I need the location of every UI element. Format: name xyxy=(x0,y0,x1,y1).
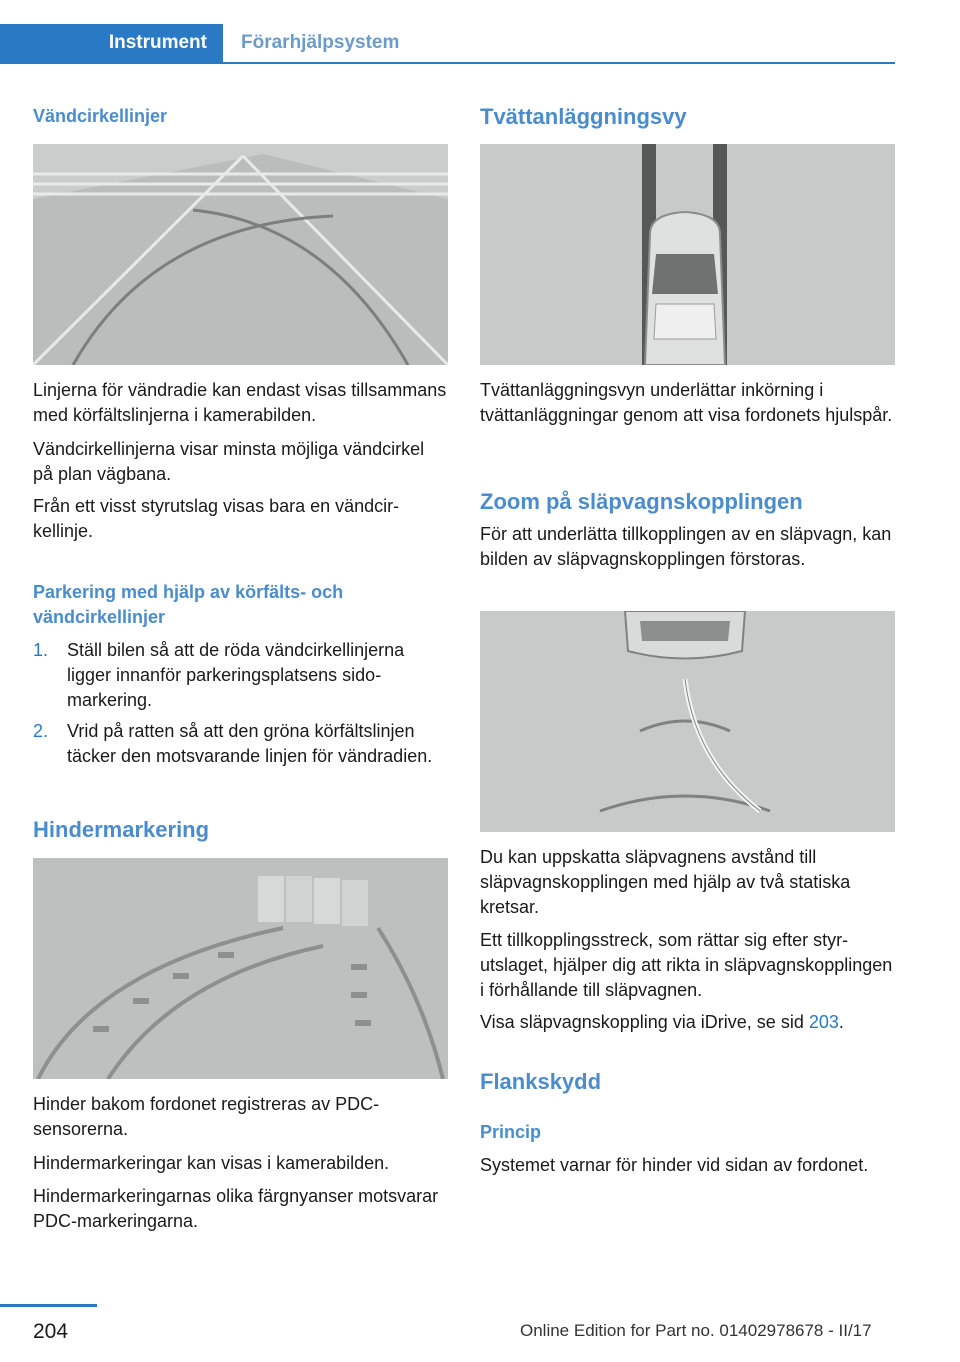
paragraph-minimum-turning: Vändcirkellinjerna visar minsta möjliga vändcirkel på plan vägbana. xyxy=(33,439,425,484)
list-item xyxy=(33,719,448,794)
text-show-via-idrive: Visa släpvagnskoppling via iDrive, se sid xyxy=(480,1012,809,1032)
paragraph-hitch-line: Ett tillkopplingsstreck, som rättar sig efter styrutslaget, hjälper dig att rikta in släpvagnskopplingen i förhållande till släpvagnen. xyxy=(480,930,893,1000)
heading-flankskydd: Flankskydd xyxy=(480,1069,602,1094)
paragraph-one-line: Från ett visst styrutslag visas bara en vändcirkellinje. xyxy=(33,496,400,541)
paragraph-zoom-intro: För att underlätta tillkopplingen av en släpvagn, kan bilden av släpvagnskopplingen förstoras. xyxy=(480,524,892,569)
paragraph-car-wash: Tvättanläggningsvyn underlättar inkörning i tvättanläggningar genom att visa fordonets hjulspår. xyxy=(480,380,893,425)
header-tab-bar xyxy=(0,24,895,64)
list-item xyxy=(33,638,448,713)
image-obstacle-marking xyxy=(33,858,448,1079)
heading-hindermarkering: Hindermarkering xyxy=(33,817,210,842)
heading-parking-with-lines: Parkering med hjälp av körfälts- och vändcirkellinjer xyxy=(33,582,344,627)
list-text: Ställ bilen så att de röda vändcirkellinjerna ligger innanför parkeringsplatsens sidomarkering. xyxy=(67,640,405,710)
paragraph-color-shades: Hindermarkeringarnas olika färgnyanser motsvarar PDC-markeringarna. xyxy=(33,1186,439,1231)
edition-footer: Online Edition for Part no. 01402978678 - II/17 xyxy=(520,1321,872,1340)
list-text: Vrid på ratten så att den gröna körfältslinjen täcker den motsvarande linjen för vändradien. xyxy=(67,721,433,766)
paragraph-show-via-idrive xyxy=(480,1010,895,1035)
page-number-bar xyxy=(0,1304,97,1307)
heading-princip: Princip xyxy=(480,1122,542,1142)
page-number: 204 xyxy=(33,1320,69,1343)
paragraph-flank-warning: Systemet varnar för hinder vid sidan av fordonet. xyxy=(480,1155,869,1175)
heading-tvattanlaggningsvy: Tvättanläggningsvy xyxy=(480,104,687,129)
heading-zoom-trailer-hitch: Zoom på släpvagnskopplingen xyxy=(480,489,803,514)
paragraph-static-circles: Du kan uppskatta släpvagnens avstånd till släpvagnskopplingen med hjälp av två statiska kretsar. xyxy=(480,847,851,917)
heading-vandcirkellinjer: Vändcirkellinjer xyxy=(33,106,168,126)
page-link-203[interactable]: 203 xyxy=(808,1012,839,1032)
list-number: 2. xyxy=(33,721,49,741)
image-car-wash-view xyxy=(480,144,895,365)
image-trailer-hitch-zoom xyxy=(480,611,895,832)
tab-forarhjalpsystem[interactable]: Förarhjälpsystem xyxy=(223,24,895,62)
paragraph-marking-shown: Hindermarkeringar kan visas i kamerabilden. xyxy=(33,1153,390,1173)
text-period: . xyxy=(838,1012,844,1032)
paragraph-pdc-sensors: Hinder bakom fordonet registreras av PDC-sensorerna. xyxy=(33,1094,380,1139)
image-turning-circle-lines xyxy=(33,144,448,365)
list-number: 1. xyxy=(33,640,49,660)
tab-instrument[interactable]: Instrument xyxy=(0,24,223,62)
paragraph-lines-with-lane: Linjerna för vändradie kan endast visas tillsammans med körfältslinjerna i kamerabilden. xyxy=(33,380,447,425)
